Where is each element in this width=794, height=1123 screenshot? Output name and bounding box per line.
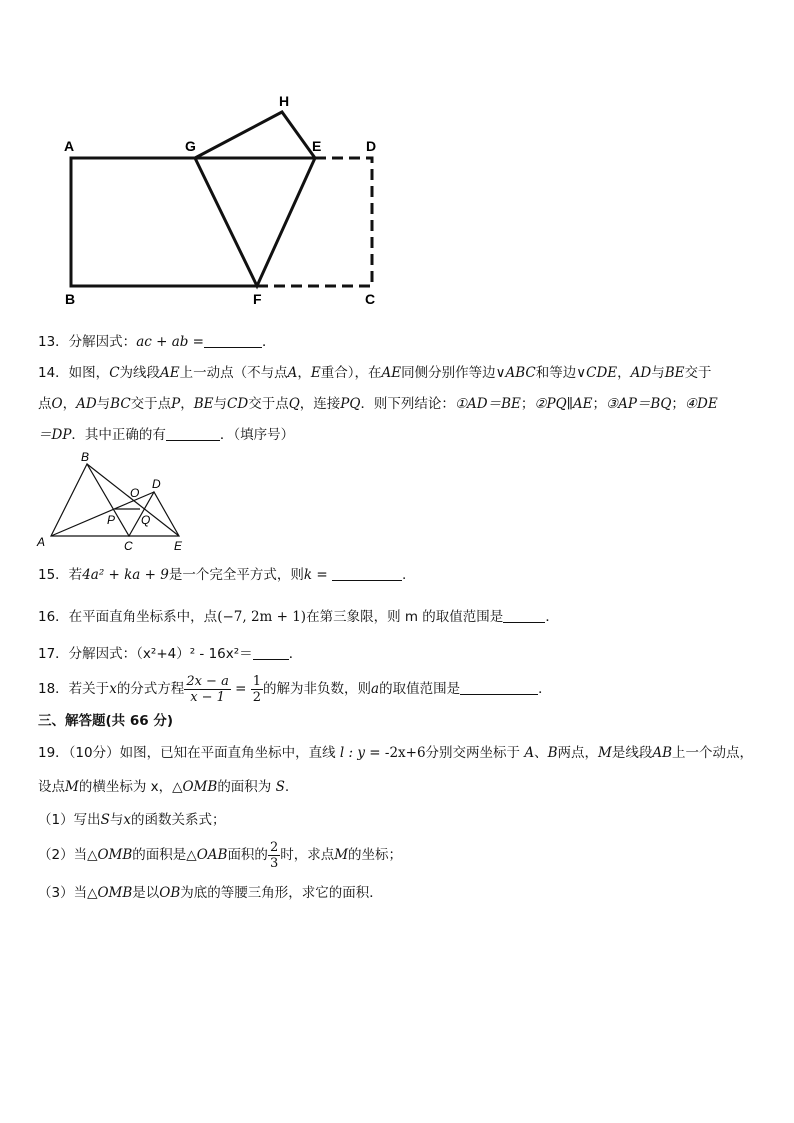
q18-text: 的取值范围是 [379, 681, 461, 697]
q15-prefix: 15．若 [38, 567, 83, 583]
q14-text: 交于点 [248, 396, 289, 412]
label-D: D [366, 138, 377, 154]
q19-var: M [65, 779, 79, 795]
q18-denominator: 2 [252, 689, 262, 705]
q19-fraction [268, 840, 280, 871]
question-19-line-1 [38, 743, 774, 763]
q16-point: (−7, 2m + 1) [217, 609, 307, 625]
q14-conclusion-4-cont: ＝DP [38, 427, 72, 443]
q19-var: S [100, 812, 110, 828]
figure1-dashed-outline [257, 158, 372, 286]
q19-text: . [284, 779, 290, 795]
q14-text: ， [617, 365, 631, 381]
q14-var: AD [630, 365, 652, 381]
q15-expr: 4a² + ka + 9 [82, 567, 169, 583]
triangle-ghe [195, 112, 315, 158]
q14-text: 重合），在 [320, 365, 382, 381]
q18-var: x [109, 681, 117, 697]
q17-end: ． [288, 646, 303, 662]
q19-text: 19．（10分）如图，已知在平面直角坐标中，直线 [38, 745, 336, 761]
triangle-abc [51, 464, 129, 536]
q14-text: ，连接 [299, 396, 341, 412]
label-P: P [107, 513, 116, 527]
q14-text: ．则下列结论： [360, 396, 455, 412]
q15-text: 是一个完全平方式，则 [168, 567, 304, 583]
q19-text: 与 [109, 812, 124, 828]
question-13 [38, 332, 774, 352]
q14-text: ； [592, 396, 606, 412]
q19-text: 面积的 [227, 847, 268, 863]
label-B: B [65, 291, 76, 307]
q19-text: 是线段 [611, 745, 653, 761]
question-16 [38, 607, 774, 627]
q14-text: 和等边 [535, 365, 577, 381]
q14-text: 与 [651, 365, 665, 381]
q16-answer-blank[interactable] [503, 608, 545, 623]
q18-answer-blank[interactable] [460, 680, 538, 695]
q19-text: 的函数关系式； [130, 812, 226, 828]
q19-triangle: OMB [97, 847, 133, 863]
q15-answer-blank[interactable] [332, 566, 402, 581]
q14-text: 交于点 [130, 396, 172, 412]
q18-text: 的分式方程 [116, 681, 185, 697]
q14-var: AD [76, 396, 97, 412]
q19-text: （2）当△ [38, 847, 98, 863]
q14-text: 点 [38, 396, 52, 412]
q13-tail: = [188, 334, 204, 350]
q17-prefix: 17．分解因式：（x²+4）² - 16x²＝ [38, 646, 253, 662]
q18-var: a [371, 681, 380, 697]
q18-prefix: 18．若关于 [38, 681, 110, 697]
q19-text: 的横坐标为 x， [78, 779, 173, 795]
q14-var: E [310, 365, 321, 381]
q14-var: Q [288, 396, 300, 412]
question-14-line-3 [38, 425, 774, 445]
question-19-line-2 [38, 777, 774, 797]
q14-var: A [287, 365, 298, 381]
q14-var: BE [193, 396, 214, 412]
q14-text: ， [297, 365, 311, 381]
q18-denominator: x − 1 [190, 689, 225, 705]
q19-numerator: 2 [269, 839, 279, 855]
q19-triangle: OAB [196, 847, 228, 863]
q19-text: 、 [534, 745, 548, 761]
figure1-outline [71, 158, 315, 286]
q19-denominator: 3 [269, 855, 279, 871]
q14-text: ， [62, 396, 77, 412]
q14-var: ∨CDE [576, 365, 618, 381]
q19-text: 为底的等腰三角形，求它的面积． [180, 885, 383, 901]
q18-end: ． [538, 681, 552, 697]
q18-text: 的解为非负数，则 [263, 681, 372, 697]
q14-text: ； [520, 396, 535, 412]
q14-var: BC [110, 396, 131, 412]
q14-var: C [109, 365, 120, 381]
section-3-heading: 三、解答题(共 66 分) [38, 713, 174, 729]
question-17 [38, 644, 774, 664]
q18-fraction-left [184, 674, 231, 705]
q19-text: 时，求点 [280, 847, 335, 863]
question-15 [38, 565, 774, 585]
q14-conclusion-4: ④DE [684, 396, 718, 412]
q14-var: O [51, 396, 63, 412]
q19-var: B [547, 745, 558, 761]
q19-line-eq: = -2x+6 [364, 745, 426, 761]
q14-var: BE [664, 365, 685, 381]
q19-triangle: △OMB [172, 779, 218, 795]
label-E: E [174, 539, 183, 553]
triangle-gef [195, 158, 315, 286]
label-D: D [152, 477, 161, 491]
question-14-line-2 [38, 394, 774, 414]
q19-text: （1）写出 [38, 812, 101, 828]
q19-text: 是以 [132, 885, 160, 901]
label-B: B [81, 450, 90, 464]
q13-expr: ac + ab [136, 334, 189, 350]
q14-var: CD [227, 396, 249, 412]
question-19-part-3 [38, 883, 774, 903]
label-O: O [130, 486, 140, 500]
label-C: C [365, 291, 376, 307]
label-H: H [279, 93, 290, 109]
q14-text: 为线段 [119, 365, 161, 381]
q14-var: P [171, 396, 181, 412]
q19-var: S [271, 779, 285, 795]
figure-rectangle-triangles [50, 90, 400, 310]
q15-var: k [303, 567, 313, 583]
q18-fraction-right [251, 674, 263, 705]
q13-prefix: 13．分解因式： [38, 334, 137, 350]
q19-var: x [123, 812, 131, 828]
q19-var: A [520, 745, 535, 761]
q14-text: 上一动点（不与点 [179, 365, 288, 381]
q14-var: ∨ABC [495, 365, 536, 381]
q13-end: ． [262, 334, 276, 350]
segment-be [87, 464, 179, 536]
label-F: F [253, 291, 262, 307]
q14-text: 14．如图， [38, 365, 110, 381]
q19-triangle: OMB [97, 885, 133, 901]
q18-numerator: 2x − a [186, 673, 229, 689]
q15-eq: = [312, 567, 332, 583]
q14-conclusion-2: ②PQ∥AE [534, 396, 593, 412]
q14-var: PQ [340, 396, 361, 412]
q19-var: M [334, 847, 349, 863]
q19-var: AB [652, 745, 673, 761]
q19-text: 分别交两坐标于 [425, 745, 521, 761]
q19-text: 上一个动点， [672, 745, 754, 761]
q14-answer-blank[interactable] [166, 426, 220, 441]
label-C: C [124, 539, 133, 553]
q16-end: ． [545, 609, 559, 625]
question-14-line-1 [38, 363, 774, 383]
q16-prefix: 16．在平面直角坐标系中，点 [38, 609, 218, 625]
q14-conclusion-3: ③AP＝BQ [605, 396, 672, 412]
q14-text: 与 [213, 396, 228, 412]
label-Q: Q [141, 513, 151, 527]
q14-text: 与 [96, 396, 111, 412]
q19-text: （3）当△ [38, 885, 98, 901]
question-19-part-1 [38, 810, 774, 830]
q19-text: 的坐标； [348, 847, 403, 863]
label-G: G [185, 138, 196, 154]
q18-numerator: 1 [252, 673, 262, 689]
q19-text: 两点， [557, 745, 599, 761]
q19-text: 设点 [38, 779, 65, 795]
q14-conclusion-1: ①AD＝BE [454, 396, 521, 412]
q15-end: . [401, 567, 407, 583]
q19-var: M [598, 745, 612, 761]
q16-text: 在第三象限，则 m 的取值范围是 [306, 609, 504, 625]
q14-text: ， [180, 396, 194, 412]
q14-text: 交于 [684, 365, 712, 381]
q14-text: ； [671, 396, 685, 412]
q19-text: 的面积是△ [132, 847, 197, 863]
q19-line-eq: l : y [335, 745, 365, 761]
label-A: A [37, 535, 46, 549]
q17-answer-blank[interactable] [253, 645, 289, 660]
q13-answer-blank[interactable] [204, 333, 262, 348]
q19-var: OB [159, 885, 181, 901]
q18-eq: = [230, 681, 251, 697]
q19-text: 的面积为 [217, 779, 272, 795]
q14-text: 同侧分别作等边 [401, 365, 496, 381]
question-18 [38, 672, 774, 706]
q14-text: ．（填序号） [219, 427, 295, 443]
q14-var: AE [160, 365, 180, 381]
q14-var: AE [381, 365, 402, 381]
label-A: A [64, 138, 75, 154]
figure-equilateral-triangles [34, 450, 194, 555]
question-19-part-2 [38, 838, 774, 872]
label-E: E [312, 138, 322, 154]
q14-text: ．其中正确的有 [71, 427, 166, 443]
